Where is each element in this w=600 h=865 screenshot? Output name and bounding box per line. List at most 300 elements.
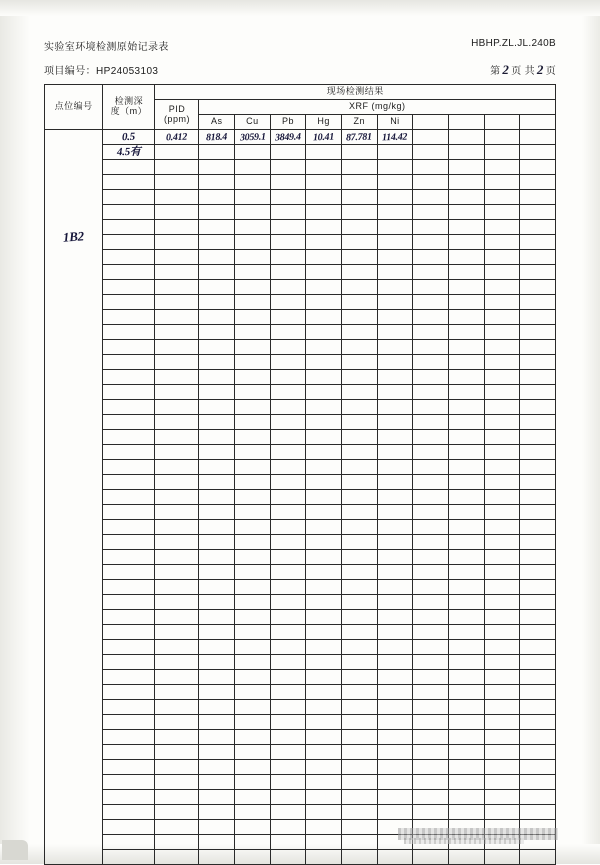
cell-extra-2[interactable] [448,775,484,790]
cell-ni[interactable] [377,130,413,145]
cell-extra-4[interactable] [520,205,556,220]
cell-depth[interactable] [103,130,155,145]
cell-depth[interactable] [103,145,155,160]
cell-extra-4[interactable] [520,625,556,640]
cell-ni[interactable] [377,175,413,190]
cell-hg[interactable] [306,715,342,730]
cell-extra-4[interactable] [520,325,556,340]
cell-extra-2[interactable] [448,400,484,415]
cell-ni[interactable] [377,850,413,865]
cell-pid[interactable] [155,385,199,400]
cell-extra-2[interactable] [448,355,484,370]
cell-pid[interactable] [155,760,199,775]
cell-zn[interactable] [341,160,377,175]
cell-pb[interactable] [270,325,306,340]
cell-cu[interactable] [235,745,271,760]
cell-extra-4[interactable] [520,790,556,805]
cell-extra-4[interactable] [520,370,556,385]
cell-extra-1[interactable] [413,235,449,250]
cell-hg[interactable] [306,535,342,550]
cell-pid[interactable] [155,700,199,715]
cell-pid[interactable] [155,790,199,805]
cell-pid[interactable] [155,820,199,835]
cell-pid[interactable] [155,235,199,250]
cell-extra-3[interactable] [484,625,520,640]
cell-depth[interactable] [103,565,155,580]
cell-extra-3[interactable] [484,280,520,295]
cell-ni[interactable] [377,565,413,580]
cell-depth[interactable] [103,625,155,640]
cell-hg[interactable] [306,565,342,580]
cell-hg[interactable] [306,625,342,640]
cell-extra-2[interactable] [448,595,484,610]
cell-extra-1[interactable] [413,205,449,220]
cell-as[interactable] [199,820,235,835]
cell-pid[interactable] [155,460,199,475]
cell-pid[interactable] [155,340,199,355]
cell-extra-2[interactable] [448,475,484,490]
cell-extra-2[interactable] [448,340,484,355]
cell-extra-2[interactable] [448,250,484,265]
cell-zn[interactable] [341,670,377,685]
cell-ni[interactable] [377,355,413,370]
cell-ni[interactable] [377,805,413,820]
cell-pid[interactable] [155,535,199,550]
cell-cu[interactable] [235,130,271,145]
cell-extra-4[interactable] [520,520,556,535]
cell-extra-1[interactable] [413,790,449,805]
cell-zn[interactable] [341,805,377,820]
cell-extra-2[interactable] [448,715,484,730]
cell-pb[interactable] [270,160,306,175]
cell-as[interactable] [199,850,235,865]
cell-ni[interactable] [377,400,413,415]
cell-extra-3[interactable] [484,610,520,625]
cell-extra-2[interactable] [448,130,484,145]
cell-extra-4[interactable] [520,655,556,670]
cell-extra-3[interactable] [484,250,520,265]
cell-pid[interactable] [155,730,199,745]
cell-extra-1[interactable] [413,415,449,430]
cell-cu[interactable] [235,175,271,190]
cell-pb[interactable] [270,295,306,310]
cell-extra-1[interactable] [413,160,449,175]
cell-hg[interactable] [306,235,342,250]
cell-as[interactable] [199,640,235,655]
cell-pid[interactable] [155,280,199,295]
cell-zn[interactable] [341,520,377,535]
cell-pb[interactable] [270,550,306,565]
cell-cu[interactable] [235,160,271,175]
cell-cu[interactable] [235,625,271,640]
cell-as[interactable] [199,220,235,235]
cell-depth[interactable] [103,640,155,655]
cell-extra-4[interactable] [520,505,556,520]
cell-cu[interactable] [235,220,271,235]
cell-ni[interactable] [377,475,413,490]
cell-pb[interactable] [270,805,306,820]
cell-as[interactable] [199,355,235,370]
cell-extra-1[interactable] [413,565,449,580]
cell-extra-4[interactable] [520,745,556,760]
cell-extra-3[interactable] [484,430,520,445]
cell-depth[interactable] [103,745,155,760]
cell-hg[interactable] [306,310,342,325]
cell-pb[interactable] [270,280,306,295]
cell-extra-3[interactable] [484,160,520,175]
cell-as[interactable] [199,610,235,625]
cell-extra-4[interactable] [520,145,556,160]
cell-as[interactable] [199,775,235,790]
cell-extra-1[interactable] [413,580,449,595]
cell-hg[interactable] [306,295,342,310]
cell-cu[interactable] [235,490,271,505]
cell-cu[interactable] [235,355,271,370]
cell-extra-1[interactable] [413,445,449,460]
cell-extra-2[interactable] [448,205,484,220]
cell-extra-2[interactable] [448,655,484,670]
cell-zn[interactable] [341,370,377,385]
cell-extra-3[interactable] [484,670,520,685]
cell-cu[interactable] [235,730,271,745]
cell-extra-3[interactable] [484,505,520,520]
cell-zn[interactable] [341,580,377,595]
cell-pid[interactable] [155,505,199,520]
cell-depth[interactable] [103,520,155,535]
cell-extra-4[interactable] [520,490,556,505]
cell-extra-3[interactable] [484,580,520,595]
cell-ni[interactable] [377,460,413,475]
cell-extra-2[interactable] [448,295,484,310]
cell-pid[interactable] [155,160,199,175]
cell-pb[interactable] [270,370,306,385]
cell-ni[interactable] [377,655,413,670]
cell-extra-2[interactable] [448,805,484,820]
cell-cu[interactable] [235,475,271,490]
cell-cu[interactable] [235,430,271,445]
cell-pb[interactable] [270,475,306,490]
cell-pid[interactable] [155,490,199,505]
cell-hg[interactable] [306,760,342,775]
cell-extra-4[interactable] [520,715,556,730]
cell-zn[interactable] [341,565,377,580]
cell-extra-4[interactable] [520,385,556,400]
cell-extra-4[interactable] [520,430,556,445]
cell-cu[interactable] [235,685,271,700]
cell-cu[interactable] [235,565,271,580]
cell-cu[interactable] [235,250,271,265]
cell-depth[interactable] [103,400,155,415]
cell-extra-2[interactable] [448,175,484,190]
cell-zn[interactable] [341,190,377,205]
cell-extra-4[interactable] [520,310,556,325]
cell-cu[interactable] [235,670,271,685]
cell-as[interactable] [199,160,235,175]
cell-extra-4[interactable] [520,190,556,205]
cell-extra-3[interactable] [484,700,520,715]
cell-zn[interactable] [341,730,377,745]
cell-as[interactable] [199,550,235,565]
cell-extra-1[interactable] [413,535,449,550]
cell-extra-2[interactable] [448,490,484,505]
cell-zn[interactable] [341,295,377,310]
cell-pid[interactable] [155,670,199,685]
cell-as[interactable] [199,280,235,295]
cell-extra-4[interactable] [520,700,556,715]
cell-as[interactable] [199,790,235,805]
cell-extra-2[interactable] [448,565,484,580]
cell-zn[interactable] [341,430,377,445]
cell-zn[interactable] [341,715,377,730]
cell-pb[interactable] [270,625,306,640]
cell-zn[interactable] [341,625,377,640]
cell-ni[interactable] [377,190,413,205]
cell-zn[interactable] [341,340,377,355]
cell-extra-1[interactable] [413,475,449,490]
cell-hg[interactable] [306,415,342,430]
cell-extra-3[interactable] [484,220,520,235]
cell-pb[interactable] [270,505,306,520]
cell-depth[interactable] [103,250,155,265]
cell-zn[interactable] [341,700,377,715]
cell-extra-1[interactable] [413,655,449,670]
cell-extra-2[interactable] [448,445,484,460]
cell-pid[interactable] [155,415,199,430]
cell-depth[interactable] [103,160,155,175]
cell-extra-3[interactable] [484,790,520,805]
cell-extra-1[interactable] [413,715,449,730]
cell-hg[interactable] [306,805,342,820]
cell-pid[interactable] [155,775,199,790]
cell-ni[interactable] [377,580,413,595]
cell-as[interactable] [199,685,235,700]
cell-as[interactable] [199,385,235,400]
cell-extra-3[interactable] [484,145,520,160]
cell-zn[interactable] [341,820,377,835]
cell-zn[interactable] [341,745,377,760]
cell-extra-2[interactable] [448,145,484,160]
cell-extra-3[interactable] [484,685,520,700]
cell-as[interactable] [199,535,235,550]
cell-hg[interactable] [306,730,342,745]
cell-zn[interactable] [341,145,377,160]
cell-extra-1[interactable] [413,505,449,520]
cell-hg[interactable] [306,385,342,400]
cell-extra-2[interactable] [448,160,484,175]
cell-extra-4[interactable] [520,460,556,475]
cell-extra-1[interactable] [413,685,449,700]
cell-cu[interactable] [235,205,271,220]
cell-extra-4[interactable] [520,640,556,655]
cell-hg[interactable] [306,640,342,655]
cell-hg[interactable] [306,190,342,205]
cell-ni[interactable] [377,730,413,745]
cell-extra-4[interactable] [520,220,556,235]
cell-cu[interactable] [235,295,271,310]
cell-pb[interactable] [270,685,306,700]
cell-zn[interactable] [341,550,377,565]
cell-as[interactable] [199,655,235,670]
cell-pb[interactable] [270,235,306,250]
cell-extra-4[interactable] [520,250,556,265]
cell-depth[interactable] [103,175,155,190]
cell-depth[interactable] [103,415,155,430]
cell-cu[interactable] [235,505,271,520]
cell-depth[interactable] [103,760,155,775]
cell-extra-1[interactable] [413,850,449,865]
cell-depth[interactable] [103,835,155,850]
cell-extra-4[interactable] [520,805,556,820]
cell-pid[interactable] [155,475,199,490]
cell-cu[interactable] [235,400,271,415]
cell-zn[interactable] [341,460,377,475]
cell-hg[interactable] [306,265,342,280]
cell-extra-1[interactable] [413,640,449,655]
cell-pb[interactable] [270,400,306,415]
cell-extra-2[interactable] [448,535,484,550]
cell-zn[interactable] [341,610,377,625]
cell-pb[interactable] [270,175,306,190]
cell-zn[interactable] [341,685,377,700]
cell-depth[interactable] [103,505,155,520]
cell-pid[interactable] [155,220,199,235]
cell-depth[interactable] [103,580,155,595]
cell-pid[interactable] [155,580,199,595]
cell-depth[interactable] [103,325,155,340]
cell-extra-1[interactable] [413,625,449,640]
cell-cu[interactable] [235,550,271,565]
cell-extra-4[interactable] [520,130,556,145]
cell-point-id[interactable] [45,130,103,865]
cell-pb[interactable] [270,430,306,445]
cell-extra-3[interactable] [484,265,520,280]
cell-zn[interactable] [341,490,377,505]
cell-pid[interactable] [155,625,199,640]
cell-pid[interactable] [155,595,199,610]
cell-as[interactable] [199,805,235,820]
cell-hg[interactable] [306,550,342,565]
cell-ni[interactable] [377,220,413,235]
cell-as[interactable] [199,625,235,640]
cell-pb[interactable] [270,655,306,670]
cell-hg[interactable] [306,460,342,475]
cell-pid[interactable] [155,145,199,160]
cell-depth[interactable] [103,670,155,685]
cell-hg[interactable] [306,145,342,160]
cell-pid[interactable] [155,445,199,460]
cell-pb[interactable] [270,670,306,685]
cell-cu[interactable] [235,370,271,385]
cell-ni[interactable] [377,490,413,505]
cell-pb[interactable] [270,535,306,550]
cell-extra-1[interactable] [413,490,449,505]
cell-ni[interactable] [377,145,413,160]
cell-as[interactable] [199,760,235,775]
cell-extra-3[interactable] [484,745,520,760]
cell-hg[interactable] [306,130,342,145]
cell-extra-1[interactable] [413,220,449,235]
cell-pb[interactable] [270,760,306,775]
cell-pb[interactable] [270,640,306,655]
cell-extra-2[interactable] [448,310,484,325]
cell-pid[interactable] [155,640,199,655]
cell-pb[interactable] [270,250,306,265]
cell-extra-1[interactable] [413,670,449,685]
cell-ni[interactable] [377,610,413,625]
cell-hg[interactable] [306,280,342,295]
cell-hg[interactable] [306,685,342,700]
cell-as[interactable] [199,325,235,340]
cell-extra-4[interactable] [520,670,556,685]
cell-extra-1[interactable] [413,340,449,355]
cell-cu[interactable] [235,595,271,610]
cell-pb[interactable] [270,385,306,400]
cell-depth[interactable] [103,535,155,550]
cell-as[interactable] [199,265,235,280]
cell-depth[interactable] [103,430,155,445]
cell-ni[interactable] [377,415,413,430]
cell-cu[interactable] [235,775,271,790]
cell-extra-3[interactable] [484,370,520,385]
cell-extra-4[interactable] [520,160,556,175]
cell-extra-3[interactable] [484,640,520,655]
cell-extra-3[interactable] [484,130,520,145]
cell-depth[interactable] [103,610,155,625]
cell-pid[interactable] [155,205,199,220]
cell-as[interactable] [199,205,235,220]
cell-pid[interactable] [155,295,199,310]
cell-zn[interactable] [341,175,377,190]
cell-pb[interactable] [270,310,306,325]
cell-depth[interactable] [103,775,155,790]
cell-cu[interactable] [235,715,271,730]
cell-extra-2[interactable] [448,505,484,520]
cell-extra-4[interactable] [520,475,556,490]
cell-hg[interactable] [306,610,342,625]
cell-extra-3[interactable] [484,730,520,745]
cell-extra-3[interactable] [484,400,520,415]
cell-zn[interactable] [341,850,377,865]
cell-ni[interactable] [377,715,413,730]
cell-cu[interactable] [235,325,271,340]
cell-ni[interactable] [377,250,413,265]
cell-as[interactable] [199,730,235,745]
cell-extra-1[interactable] [413,175,449,190]
cell-hg[interactable] [306,775,342,790]
cell-hg[interactable] [306,580,342,595]
cell-depth[interactable] [103,655,155,670]
cell-hg[interactable] [306,430,342,445]
cell-cu[interactable] [235,265,271,280]
cell-depth[interactable] [103,190,155,205]
cell-extra-3[interactable] [484,355,520,370]
cell-pid[interactable] [155,250,199,265]
cell-depth[interactable] [103,685,155,700]
cell-extra-2[interactable] [448,640,484,655]
cell-ni[interactable] [377,550,413,565]
cell-extra-2[interactable] [448,370,484,385]
cell-hg[interactable] [306,400,342,415]
cell-as[interactable] [199,445,235,460]
cell-extra-3[interactable] [484,460,520,475]
cell-pid[interactable] [155,190,199,205]
cell-ni[interactable] [377,520,413,535]
cell-extra-2[interactable] [448,610,484,625]
cell-as[interactable] [199,430,235,445]
cell-as[interactable] [199,490,235,505]
cell-extra-3[interactable] [484,805,520,820]
cell-as[interactable] [199,460,235,475]
